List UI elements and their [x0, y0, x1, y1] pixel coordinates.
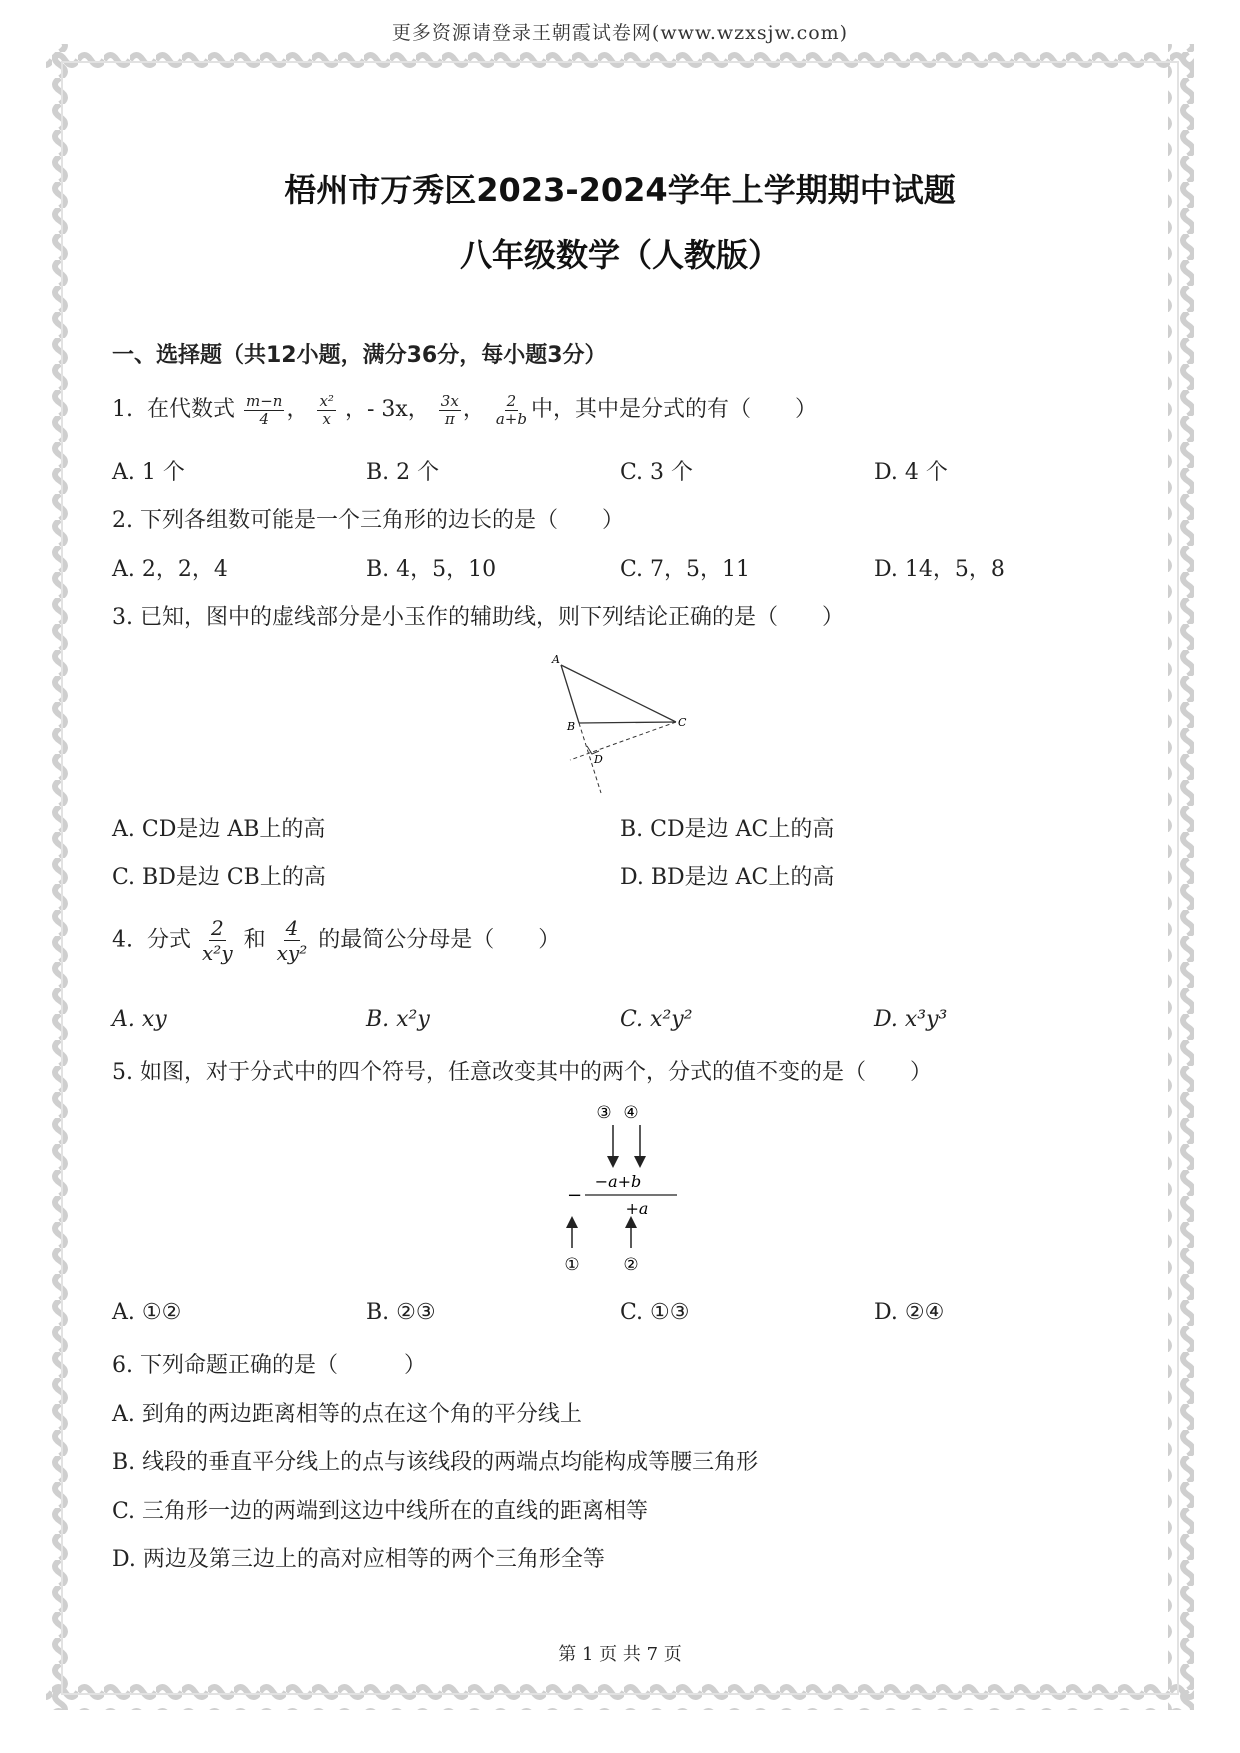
option-a[interactable]: A. 1 个: [112, 460, 185, 485]
question-number: 1.: [112, 397, 133, 422]
leading-minus: −: [567, 1185, 583, 1206]
question-lead: 分式: [147, 927, 192, 953]
question-text: 和: [243, 927, 266, 953]
fraction: $\frac{2}{\text{x²y}}$: [202, 916, 233, 965]
question-lead: 在代数式: [147, 397, 236, 422]
fraction: $\frac{2}{a+b}$: [495, 391, 527, 428]
option-b[interactable]: B. ②③: [366, 1300, 436, 1325]
circled-2: ②: [623, 1255, 639, 1275]
numerator: −a+b: [594, 1172, 642, 1191]
option-a[interactable]: A. xy: [112, 1007, 167, 1032]
fraction: $\frac{\text{x²}}{x}$: [319, 391, 334, 428]
option-a[interactable]: A. CD是边 AB上的高: [112, 817, 326, 842]
option-c[interactable]: C. x²y²: [620, 1007, 693, 1032]
header-note: 更多资源请登录王朝霞试卷网(www.wzxsjw.com): [391, 22, 849, 44]
option-c[interactable]: C. 7，5，11: [620, 557, 751, 582]
option-a[interactable]: A. ①②: [112, 1300, 182, 1325]
fraction: $\frac{4}{\text{xy²}}$: [276, 916, 308, 965]
option-d[interactable]: D. ②④: [874, 1300, 945, 1325]
question-5: 5. 如图，对于分式中的四个符号，任意改变其中的两个，分式的值不变的是（ ）: [112, 1060, 932, 1085]
fraction: $\frac{3x}{\pi}$: [440, 391, 459, 428]
option-d[interactable]: D. BD是边 AC上的高: [620, 865, 835, 890]
option-c[interactable]: C. ①③: [620, 1300, 690, 1325]
option-a[interactable]: A. 到角的两边距离相等的点在这个角的平分线上: [112, 1402, 582, 1427]
option-c[interactable]: C. 三角形一边的两端到这边中线所在的直线的距离相等: [112, 1499, 649, 1524]
vertex-label-b: B: [567, 720, 576, 733]
question-text: 中，其中是分式的有（ ）: [530, 397, 817, 422]
option-c[interactable]: C. BD是边 CB上的高: [112, 865, 326, 890]
sign-figure: [555, 1100, 685, 1275]
question-3: 3. 已知，图中的虚线部分是小玉作的辅助线，则下列结论正确的是（ ）: [112, 605, 844, 630]
question-6: 6. 下列命题正确的是（ ）: [112, 1353, 426, 1378]
option-b[interactable]: B. 线段的垂直平分线上的点与该线段的两端点均能构成等腰三角形: [112, 1450, 759, 1475]
section-heading: 一、选择题（共12小题，满分36分，每小题3分）: [112, 343, 607, 368]
option-d[interactable]: D. 4 个: [874, 460, 948, 485]
vertex-label-a: A: [552, 653, 560, 666]
triangle-figure: [540, 648, 710, 798]
option-d[interactable]: D. 两边及第三边上的高对应相等的两个三角形全等: [112, 1547, 605, 1572]
question-2: 2. 下列各组数可能是一个三角形的边长的是（ ）: [112, 508, 624, 533]
option-d[interactable]: D. x³y³: [874, 1007, 948, 1032]
denominator: +a: [625, 1199, 649, 1218]
question-text: ，- 3x，: [344, 397, 430, 422]
question-1: 1. 在代数式 $\frac{m-n}{4}$ ， $\frac{\text{x²}}{x}$ ，- 3x， $\frac{3x}{\pi}$ ， $\frac{2}{a+b}$ 中，其中是分式的有（ ）: [112, 391, 817, 428]
option-d[interactable]: D. 14，5，8: [874, 557, 1005, 582]
option-b[interactable]: B. x²y: [366, 1007, 430, 1032]
question-text: 的最简公分母是（ ）: [318, 927, 561, 953]
fraction: $\frac{m-n}{4}$: [246, 391, 283, 428]
question-number: 4.: [112, 927, 133, 953]
option-c[interactable]: C. 3 个: [620, 460, 694, 485]
question-4: [112, 916, 560, 965]
option-a[interactable]: A. 2，2，4: [112, 557, 228, 582]
option-b[interactable]: B. 4，5，10: [366, 557, 497, 582]
circled-3: ③: [596, 1103, 612, 1123]
exam-subtitle: 八年级数学（人教版）: [459, 236, 780, 274]
page-footer: 第 1 页 共 7 页: [558, 1644, 682, 1665]
circled-4: ④: [623, 1103, 639, 1123]
circled-1: ①: [564, 1255, 580, 1275]
vertex-label-d: D: [594, 753, 603, 766]
exam-title: 梧州市万秀区2023-2024学年上学期期中试题: [284, 171, 956, 209]
option-b[interactable]: B. CD是边 AC上的高: [620, 817, 835, 842]
option-b[interactable]: B. 2 个: [366, 460, 440, 485]
vertex-label-c: C: [678, 716, 687, 729]
